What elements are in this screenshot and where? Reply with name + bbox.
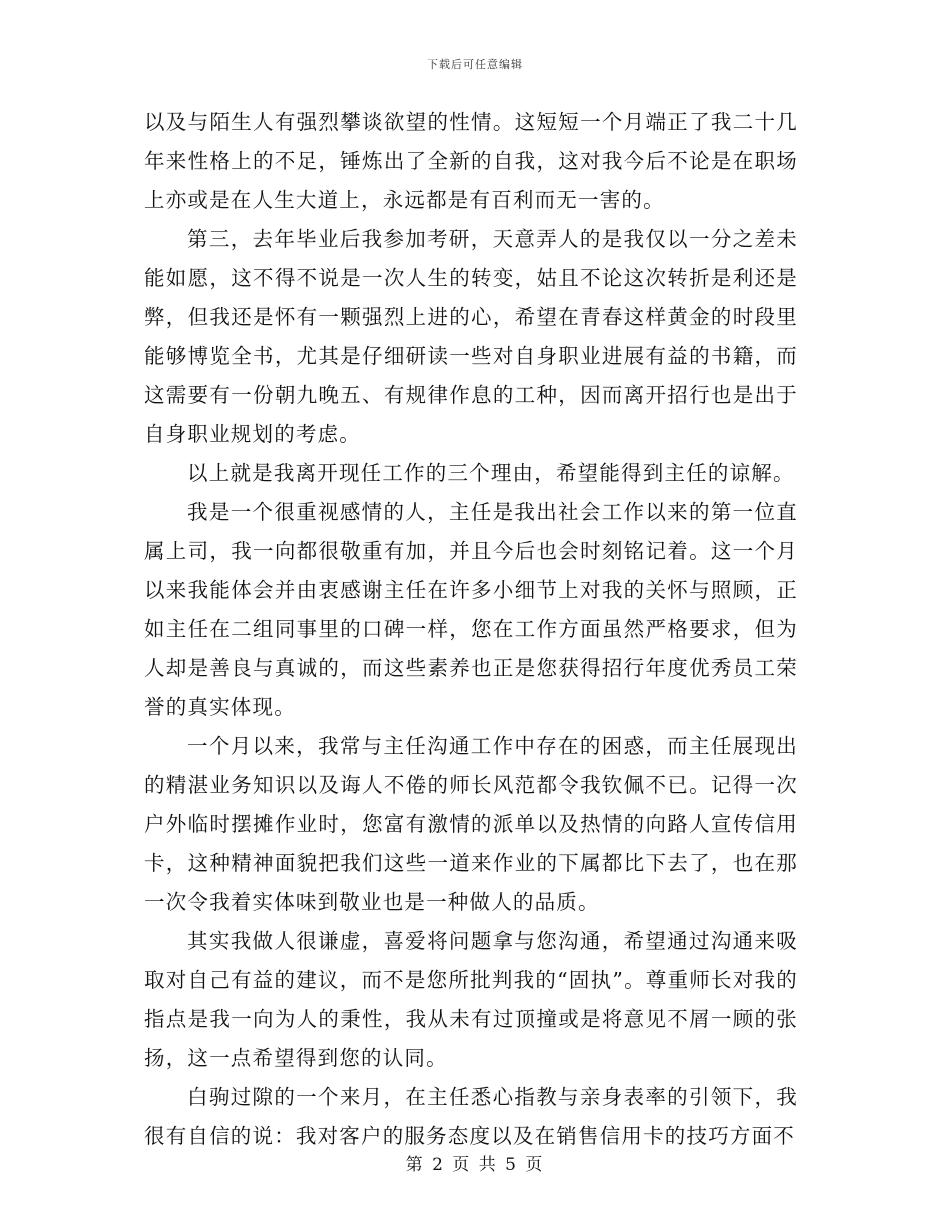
page-number-footer: 第 2 页 共 5 页 (405, 1155, 545, 1175)
paragraph: 以上就是我离开现任工作的三个理由，希望能得到主任的谅解。 (187, 461, 795, 485)
paragraph: 其实我做人很谦虚，喜爱将问题拿与您沟通，希望通过沟通来吸取对自己有益的建议，而不是您所批判我的“固执”。尊重师长对我的指点是我一向为人的秉性，我从未有过顶撞或是将意见不屑一顾的张扬，这一点希望得到您的认同。 (144, 929, 798, 1070)
document-body (144, 103, 798, 1156)
paragraph: 一个月以来，我常与主任沟通工作中存在的困惑，而主任展现出的精湛业务知识以及诲人不倦的师长风范都令我钦佩不已。记得一次户外临时摆摊作业时，您富有激情的派单以及热情的向路人宣传信用卡，这种精神面貌把我们这些一道来作业的下属都比下去了，也在那一次令我着实体味到敬业也是一种做人的品质。 (144, 734, 798, 914)
page-header: 下载后可任意编辑 (427, 58, 523, 71)
paragraph: 我是一个很重视感情的人，主任是我出社会工作以来的第一位直属上司，我一向都很敬重有加，并且今后也会时刻铭记着。这一个月以来我能体会并由衷感谢主任在许多小细节上对我的关怀与照顾，正如主任在二组同事里的口碑一样，您在工作方面虽然严格要求，但为人却是善良与真诚的，而这些素养也正是您获得招行年度优秀员工荣誉的真实体现。 (144, 500, 798, 719)
paragraph-continuation: 以及与陌生人有强烈攀谈欲望的性情。这短短一个月端正了我二十几年来性格上的不足，锤炼出了全新的自我，这对我今后不论是在职场上亦或是在人生大道上，永远都是有百利而无一害的。 (144, 110, 798, 212)
paragraph: 白驹过隙的一个来月，在主任悉心指教与亲身表率的引领下，我很有自信的说：我对客户的服务态度以及在销售信用卡的技巧方面不 (144, 1085, 798, 1148)
paragraph: 第三，去年毕业后我参加考研，天意弄人的是我仅以一分之差未能如愿，这不得不说是一次人生的转变，姑且不论这次转折是利还是弊，但我还是怀有一颗强烈上进的心，希望在青春这样黄金的时段里能够博览全书，尤其是仔细研读一些对自身职业进展有益的书籍，而这需要有一份朝九晚五、有规律作息的工种，因而离开招行也是出于自身职业规划的考虑。 (144, 227, 798, 446)
